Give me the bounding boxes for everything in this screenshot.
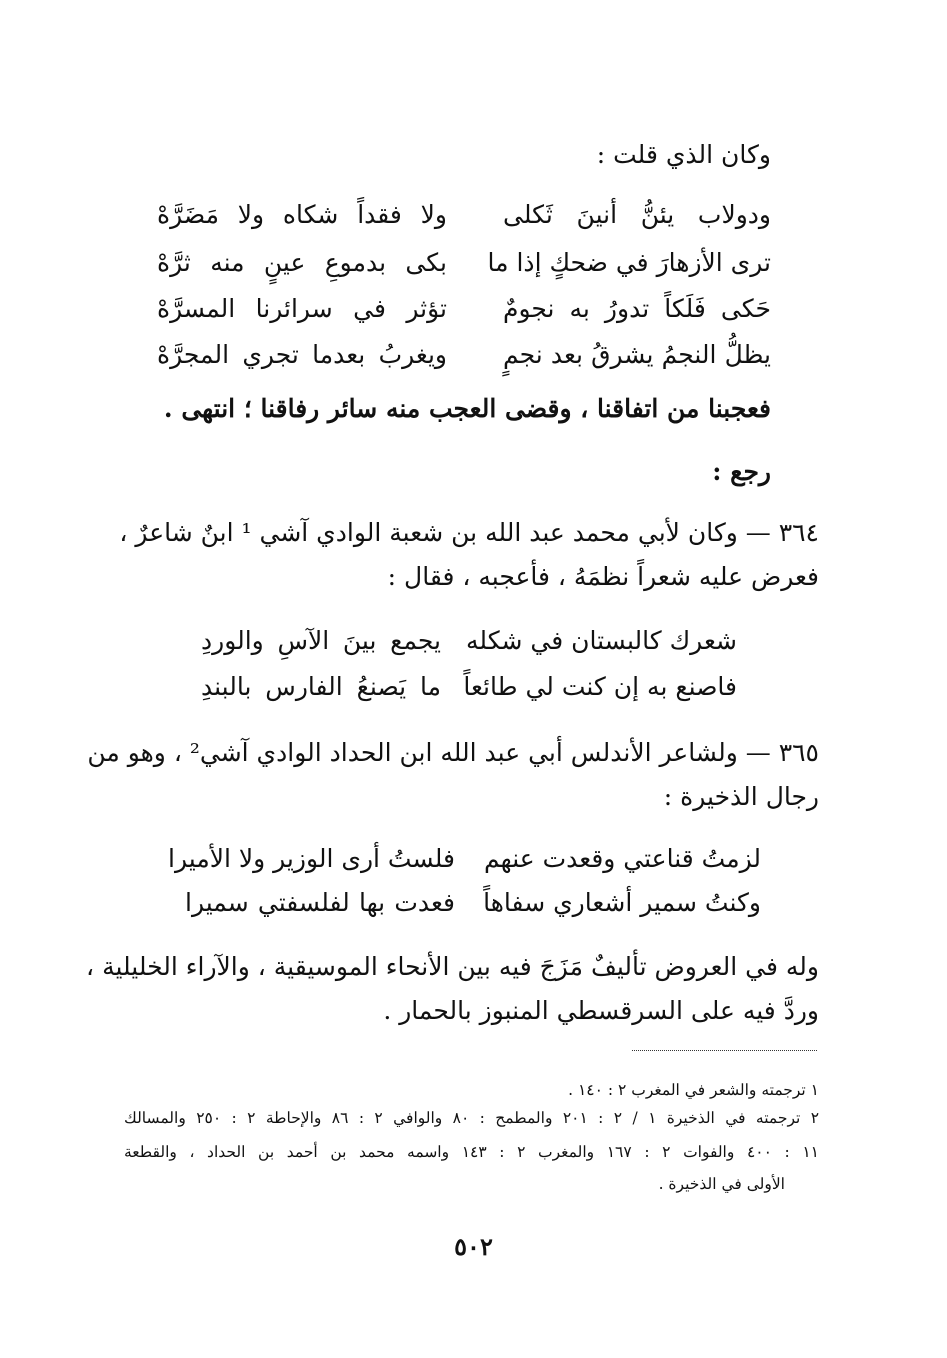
verse-second-hemistich: ما يَصنعُ الفارس بالبندِ	[201, 672, 441, 701]
footnote-2-line1: ٢ ترجمته في الذخيرة ١ / ٢ : ٢٠١ والمطمح : ٨٠ والوافي ٢ : ٨٦ والإحاطة ٢ : ٢٥٠ والمسالك	[124, 1109, 820, 1127]
footnote-1: ١ ترجمته والشعر في المغرب ٢ : ١٤٠ .	[568, 1081, 819, 1099]
intro-line: وكان الذي قلت :	[596, 140, 771, 169]
heading-return: رجع :	[712, 457, 771, 486]
closing-line1: وله في العروض تأليفٌ مَزَجَ فيه بين الأنحاء الموسيقية ، والآراء الخليلية ،	[86, 952, 819, 981]
footnote-2-line3: الأولى في الذخيرة .	[658, 1175, 785, 1193]
verse-second-hemistich: ولا فقداً شكاه ولا مَضَرَّهْ	[157, 200, 447, 229]
poem1-verse	[157, 338, 771, 372]
poem3-verse	[185, 886, 761, 920]
verse-first-hemistich: ودولاب يئنُّ أنينَ ثَكلى	[503, 200, 771, 229]
verse-first-hemistich: ترى الأزهارَ في ضحكٍ إذا ما	[487, 248, 771, 277]
poem1-verse	[157, 198, 771, 232]
verse-first-hemistich: يظلُّ النجمُ يشرقُ بعد نجمٍ	[503, 340, 771, 369]
poem2-verse	[201, 670, 737, 704]
poem3-verse	[168, 842, 761, 876]
entry-364-line1: ٣٦٤ — وكان لأبي محمد عبد الله بن شعبة الوادي آشي ¹ ابنٌ شاعرٌ ،	[119, 518, 819, 547]
verse-second-hemistich: بكى بدموعِ عينٍ منه ثرَّهْ	[157, 248, 447, 277]
verse-first-hemistich: وكنتُ سمير أشعاري سفاهاً	[483, 888, 761, 917]
verse-second-hemistich: فعدت بها لفلسفتي سميرا	[185, 888, 455, 917]
after-poem-line: فعجبنا من اتفاقنا ، وقضى العجب منه سائر رفاقنا ؛ انتهى .	[163, 394, 771, 423]
verse-second-hemistich: يجمع بينَ الآسِ والوردِ	[201, 626, 441, 655]
verse-second-hemistich: تؤثر في سرائرنا المسرَّهْ	[157, 294, 447, 323]
verse-first-hemistich: فاصنع به إن كنت لي طائعاً	[463, 672, 737, 701]
closing-line2: وردَّ فيه على السرقسطي المنبوز بالحمار .	[383, 996, 819, 1025]
verse-first-hemistich: لزمتُ قناعتي وقعدت عنهم	[484, 844, 761, 873]
page-number: ٥٠٢	[454, 1232, 493, 1261]
poem2-verse	[201, 624, 737, 658]
poem1-verse	[157, 246, 771, 280]
footnote-divider	[632, 1050, 817, 1051]
verse-second-hemistich: فلستُ أرى الوزير ولا الأميرا	[168, 844, 455, 873]
entry-365-line2: رجال الذخيرة :	[663, 782, 819, 811]
verse-first-hemistich: شعرك كالبستان في شكله	[466, 626, 737, 655]
entry-365-line1: ٣٦٥ — ولشاعر الأندلس أبي عبد الله ابن الحداد الوادي آشي² ، وهو من	[87, 738, 819, 767]
entry-364-line2: فعرض عليه شعراً نظمَهُ ، فأعجبه ، فقال :	[387, 562, 819, 591]
footnote-2-line2: ١١ : ٤٠٠ والفوات ٢ : ١٦٧ والمغرب ٢ : ١٤٣ واسمه محمد بن أحمد بن الحداد ، والقطعة	[124, 1143, 819, 1161]
verse-first-hemistich: حَكى فَلَكاً تدورُ به نجومٌ	[503, 294, 771, 323]
verse-second-hemistich: ويغربُ بعدما تجري المجرَّهْ	[157, 340, 447, 369]
poem1-verse	[157, 292, 771, 326]
